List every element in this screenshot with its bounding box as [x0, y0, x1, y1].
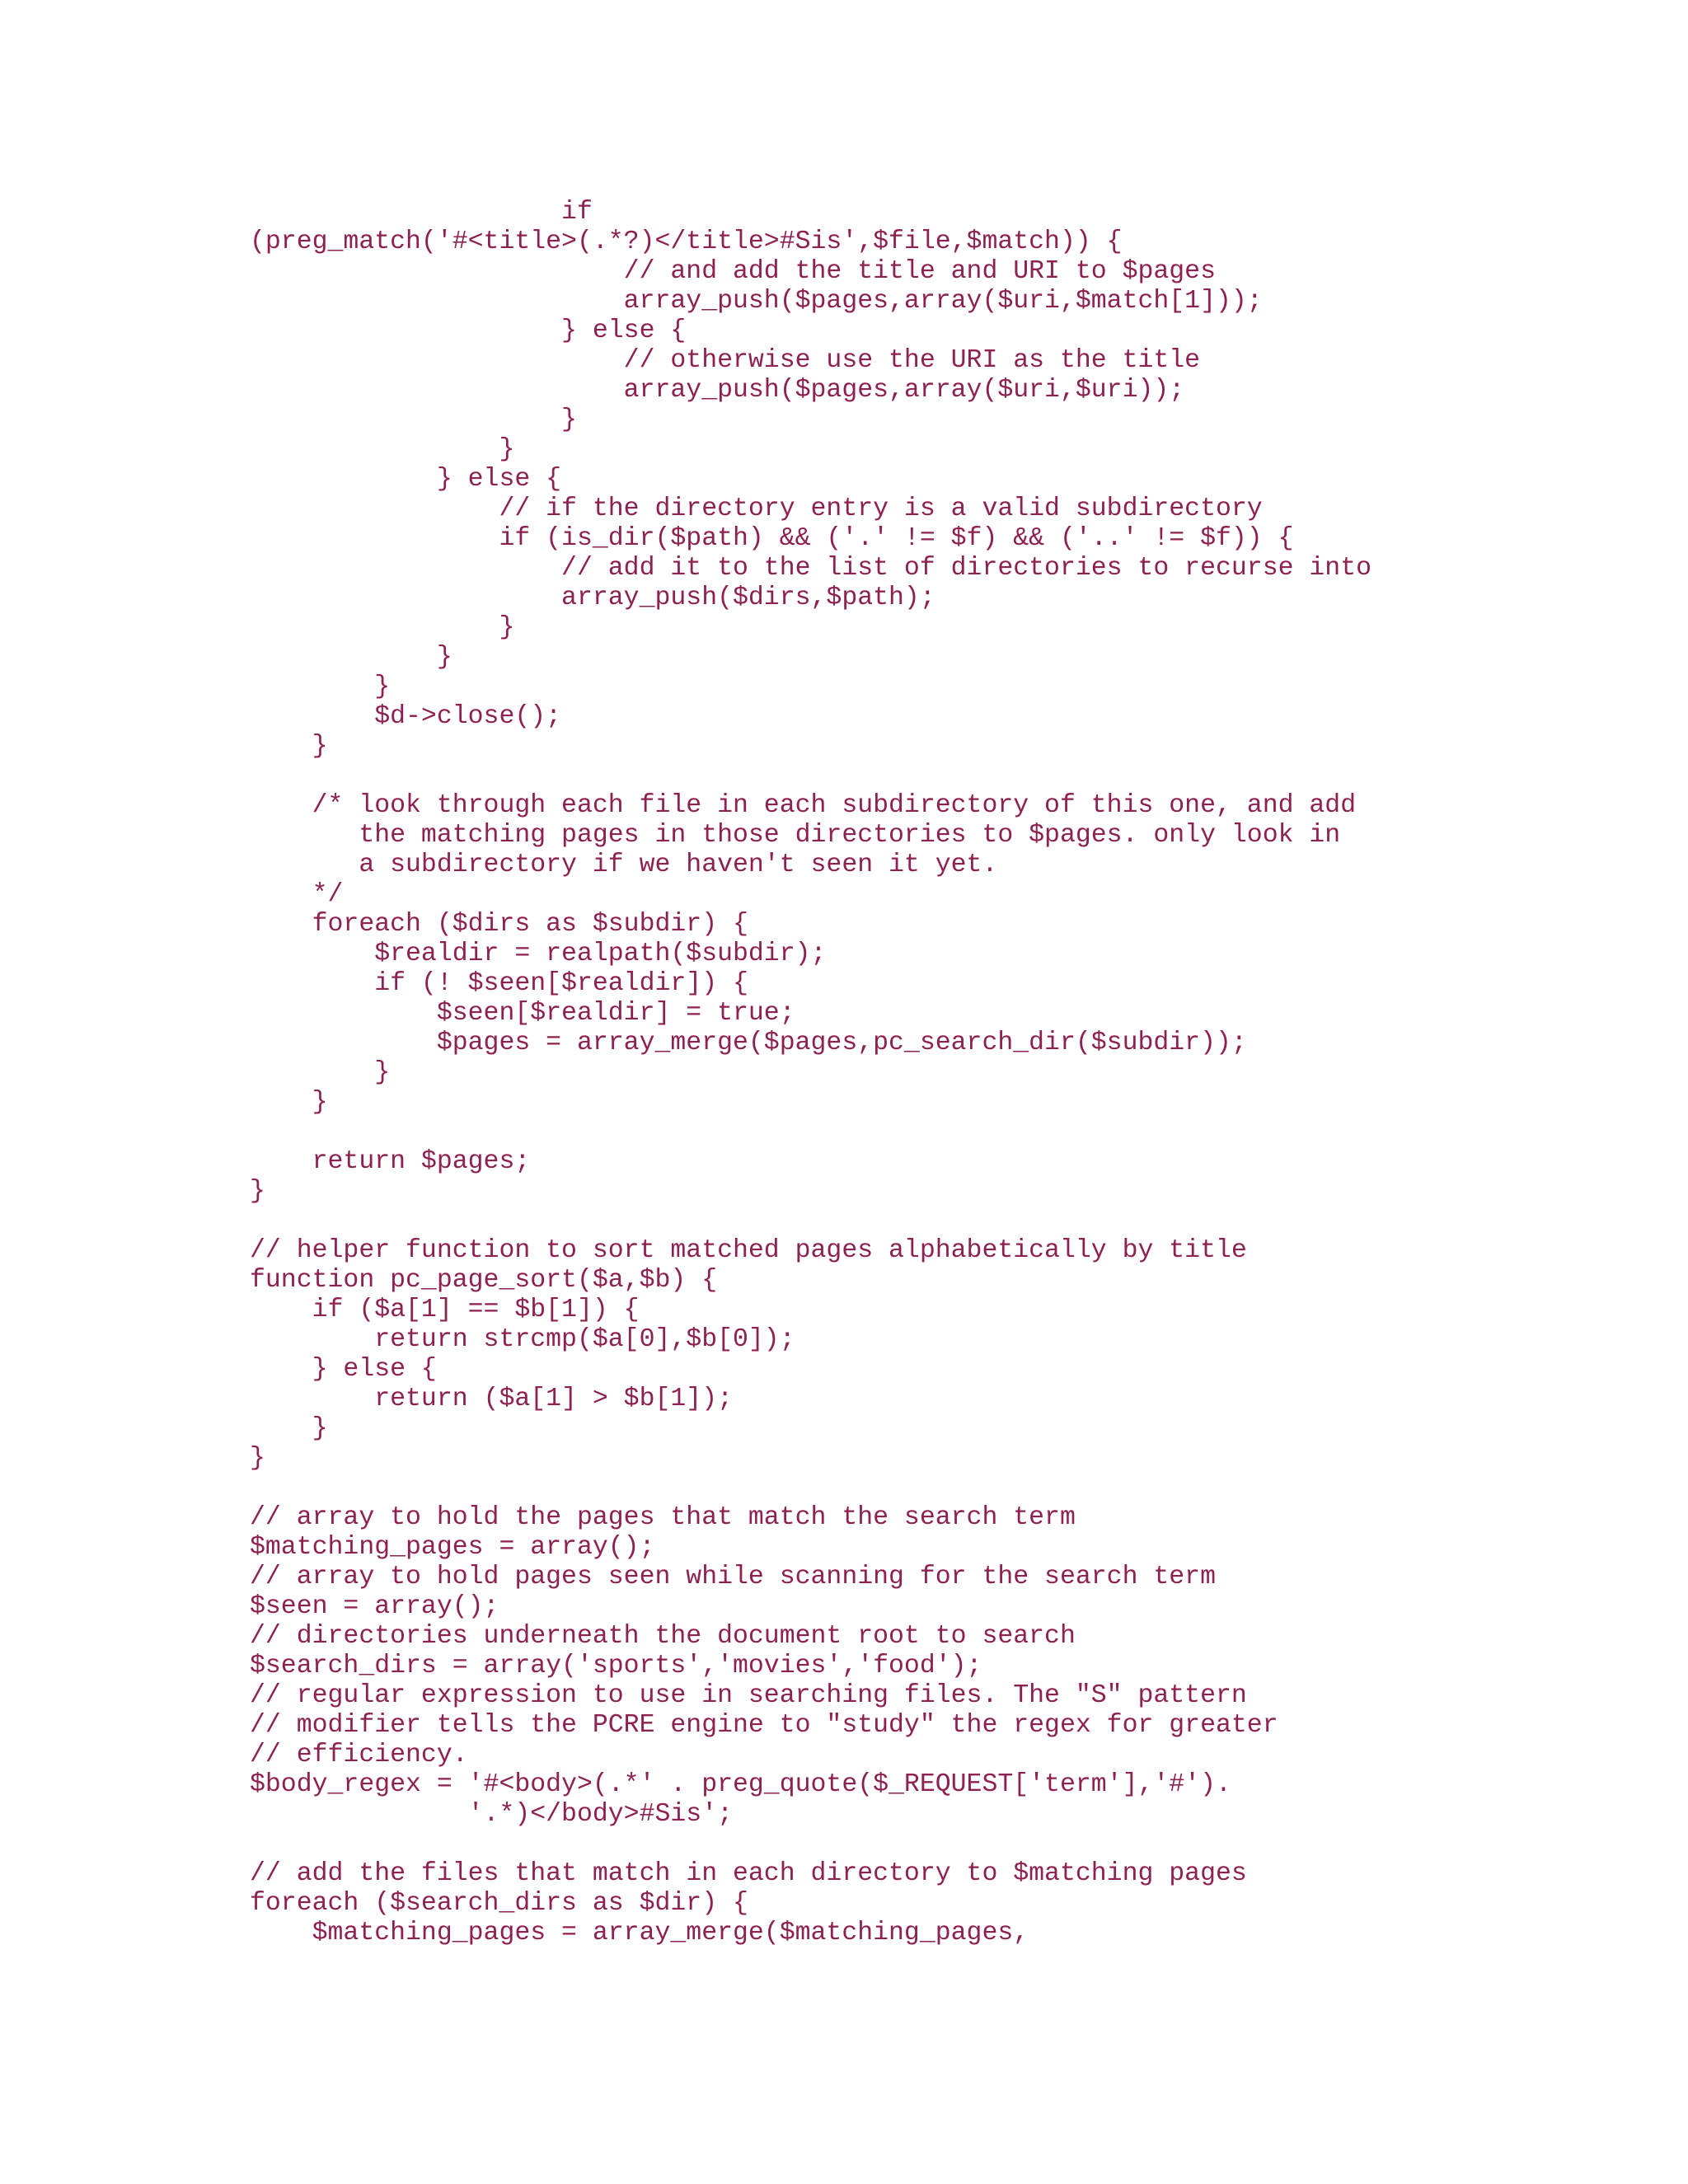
code-line — [250, 1207, 1372, 1236]
code-line: // efficiency. — [250, 1741, 468, 1769]
code-line: // directories underneath the document root to search — [250, 1622, 1076, 1651]
code-line — [250, 1830, 1372, 1859]
code-line: } — [250, 732, 328, 761]
code-line: /* look through each file in each subdirectory of this one, and add — [250, 791, 1357, 820]
code-line: } — [250, 643, 452, 672]
code-line: array_push($dirs,$path); — [250, 583, 935, 612]
code-line: // helper function to sort matched pages alphabetically by title — [250, 1236, 1247, 1265]
code-line: the matching pages in those directories to $pages. only look in — [250, 821, 1341, 850]
code-line: // array to hold the pages that match the search term — [250, 1503, 1076, 1532]
code-line: $realdir = realpath($subdir); — [250, 940, 827, 968]
code-line: // and add the title and URI to $pages — [250, 257, 1216, 286]
code-line: } — [250, 1058, 391, 1087]
code-line: } — [250, 673, 391, 701]
code-line: return strcmp($a[0],$b[0]); — [250, 1325, 795, 1354]
code-line: // add it to the list of directories to recurse into — [250, 554, 1372, 583]
code-line: if (! $seen[$realdir]) { — [250, 969, 748, 998]
code-line: } else { — [250, 465, 562, 494]
code-line: (preg_match('#<title>(.*?)</title>#Sis',$file,$match)) { — [250, 227, 1123, 256]
code-line: // array to hold pages seen while scanning for the search term — [250, 1563, 1216, 1591]
code-line: if (is_dir($path) && ('.' != $f) && ('..' != $f)) { — [250, 524, 1294, 553]
code-line — [250, 762, 1372, 791]
code-line: array_push($pages,array($uri,$match[1])); — [250, 287, 1263, 316]
code-listing — [250, 198, 1372, 1948]
code-line: } — [250, 613, 515, 642]
code-line: } else { — [250, 1355, 437, 1384]
code-line: foreach ($search_dirs as $dir) { — [250, 1889, 748, 1918]
code-line — [250, 1118, 1372, 1147]
code-line: } — [250, 405, 577, 434]
code-line: } else { — [250, 316, 687, 345]
code-line: // otherwise use the URI as the title — [250, 346, 1201, 375]
code-line: } — [250, 435, 515, 464]
code-line: // regular expression to use in searching files. The "S" pattern — [250, 1681, 1247, 1710]
code-line: } — [250, 1414, 328, 1443]
code-line: a subdirectory if we haven't seen it yet. — [250, 851, 998, 879]
code-line: } — [250, 1177, 265, 1206]
code-line: $body_regex = '#<body>(.*' . preg_quote($_REQUEST['term'],'#'). — [250, 1770, 1231, 1799]
code-line: '.*)</body>#Sis'; — [250, 1800, 733, 1829]
code-line: // modifier tells the PCRE engine to "study" the regex for greater — [250, 1711, 1278, 1740]
code-line: if ($a[1] == $b[1]) { — [250, 1296, 640, 1324]
code-line: $matching_pages = array(); — [250, 1533, 655, 1562]
code-line: $pages = array_merge($pages,pc_search_dir($subdir)); — [250, 1029, 1247, 1057]
code-line: if — [250, 198, 593, 227]
code-line: function pc_page_sort($a,$b) { — [250, 1266, 718, 1295]
code-line: $matching_pages = array_merge($matching_pages, — [250, 1919, 1029, 1947]
code-line: return $pages; — [250, 1147, 531, 1176]
code-line: foreach ($dirs as $subdir) { — [250, 910, 748, 939]
code-line: return ($a[1] > $b[1]); — [250, 1385, 733, 1413]
code-line: // add the files that match in each directory to $matching pages — [250, 1859, 1247, 1888]
code-line: array_push($pages,array($uri,$uri)); — [250, 376, 1185, 405]
code-line: */ — [250, 880, 344, 909]
code-line: $d->close(); — [250, 702, 562, 731]
code-line: $seen = array(); — [250, 1592, 499, 1621]
code-line: } — [250, 1088, 328, 1117]
code-line: } — [250, 1444, 265, 1473]
code-line: $seen[$realdir] = true; — [250, 999, 795, 1028]
code-line: $search_dirs = array('sports','movies','food'); — [250, 1652, 982, 1680]
code-line: // if the directory entry is a valid subdirectory — [250, 494, 1263, 523]
code-line — [250, 1474, 1372, 1503]
